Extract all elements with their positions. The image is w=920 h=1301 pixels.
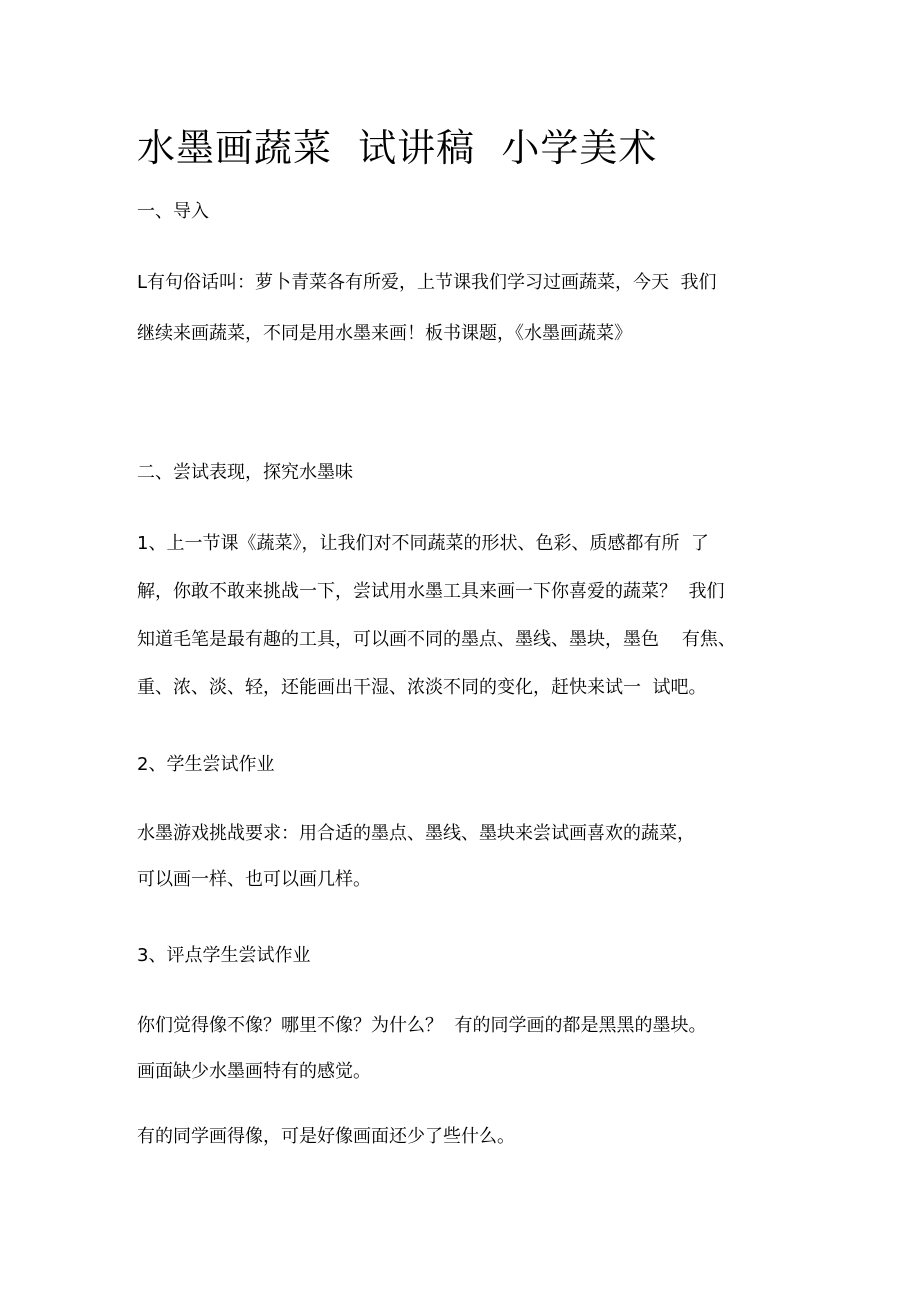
paragraph-line: 水墨游戏挑战要求：用合适的墨点、墨线、墨块来尝试画喜欢的蔬菜，: [137, 823, 695, 844]
paragraph-line: L有句俗话叫：萝卜青菜各有所爱，上节课我们学习过画蔬菜，今天 我们: [137, 272, 717, 293]
paragraph-line: 你们觉得像不像？哪里不像？为什么？ 有的同学画的都是黑黑的墨块。: [137, 1015, 707, 1036]
section-heading-intro: 一、导入: [137, 201, 209, 222]
subsection-heading: 3、评点学生尝试作业: [137, 945, 311, 966]
paragraph-line: 1、上一节课《蔬菜》，让我们对不同蔬菜的形状、色彩、质感都有所 了: [137, 533, 709, 554]
paragraph-line: 画面缺少水墨画特有的感觉。: [137, 1061, 371, 1082]
paragraph-line: 知道毛笔是最有趣的工具，可以画不同的墨点、墨线、墨块，墨色 有焦、: [137, 629, 736, 650]
paragraph-line: 解，你敢不敢来挑战一下，尝试用水墨工具来画一下你喜爱的蔬菜？ 我们: [137, 581, 725, 602]
paragraph-line: 重、浓、淡、轻，还能画出干湿、浓淡不同的变化，赶快来试一 试吧。: [137, 677, 707, 698]
paragraph-line: 有的同学画得像，可是好像画面还少了些什么。: [137, 1126, 515, 1147]
subsection-heading: 2、学生尝试作业: [137, 754, 275, 775]
document-title: 水墨画蔬菜 试讲稿 小学美术: [137, 126, 658, 170]
section-heading-explore: 二、尝试表现，探究水墨味: [137, 462, 353, 483]
paragraph-line: 可以画一样、也可以画几样。: [137, 869, 371, 890]
paragraph-line: 继续来画蔬菜，不同是用水墨来画！板书课题，《水墨画蔬菜》: [137, 323, 632, 344]
